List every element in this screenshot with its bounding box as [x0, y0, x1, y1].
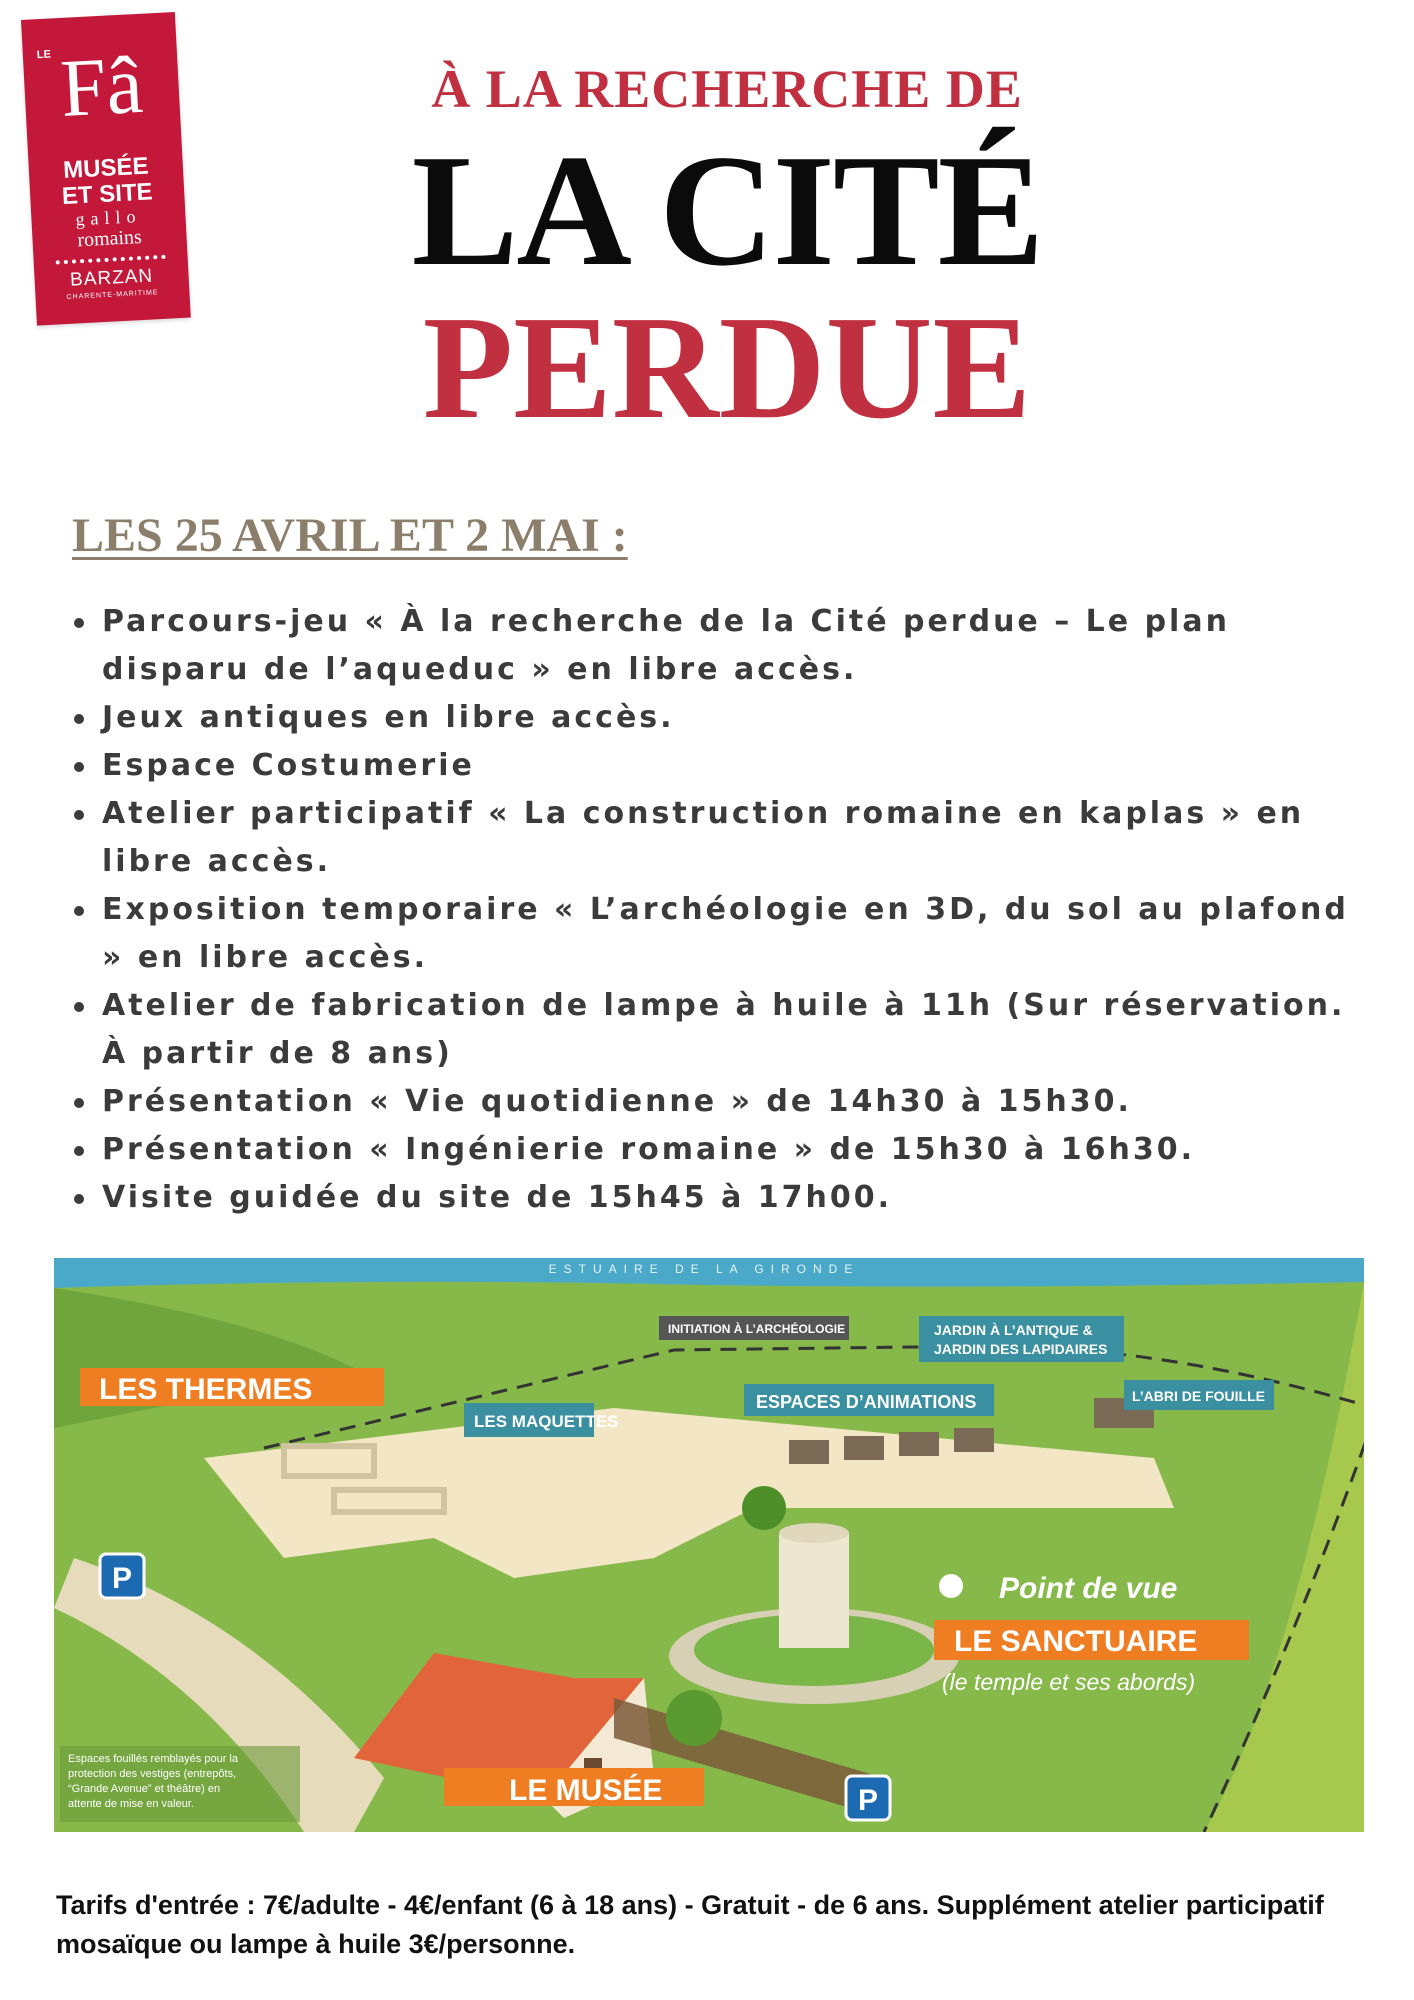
label-abri: [1124, 1380, 1274, 1410]
logo-region: CHARENTE-MARITIME: [66, 289, 159, 301]
logo-romains: romains: [76, 225, 143, 252]
program-item: Présentation « Ingénierie romaine » de 15h30 à 16h30.: [102, 1126, 1352, 1174]
sanctuary-tower-top: [779, 1523, 849, 1543]
label-jardin-line2: JARDIN DES LAPIDAIRES: [934, 1341, 1108, 1357]
title-line-2: LA CITÉ: [411, 121, 1043, 299]
logo-gallo: gallo: [74, 205, 142, 230]
label-jardin: [919, 1316, 1124, 1362]
site-map: [54, 1258, 1364, 1832]
logo-fa: Fâ: [58, 38, 145, 134]
program-item: Visite guidée du site de 15h45 à 17h00.: [102, 1174, 1352, 1222]
program-item: Atelier participatif « La construction romaine en kaplas » en libre accès.: [102, 790, 1352, 886]
map-tree: [666, 1690, 722, 1746]
title-line-3: PERDUE: [422, 286, 1032, 450]
program-list: [102, 598, 1352, 1222]
sanctuary-tower: [779, 1533, 849, 1648]
label-sanctuaire-text: LE SANCTUAIRE: [954, 1625, 1198, 1658]
program-item: Espace Costumerie: [102, 742, 1352, 790]
program-item: Exposition temporaire « L’archéologie en 3D, du sol au plafond » en libre accès.: [102, 886, 1352, 982]
map-note-line: attente de mise en valeur.: [68, 1798, 194, 1810]
program-item: Atelier de fabrication de lampe à huile à 11h (Sur réservation. À partir de 8 ans): [102, 982, 1352, 1078]
parking-sign: [100, 1554, 144, 1598]
label-initiation-text: INITIATION À L’ARCHÉOLOGIE: [668, 1322, 846, 1336]
label-initiation: [659, 1316, 849, 1340]
parking-sign-text: P: [857, 1784, 879, 1817]
program-item: Parcours-jeu « À la recherche de la Cité perdue – Le plan disparu de l’aqueduc » en libre accès.: [102, 598, 1352, 694]
logo-barzan: BARZAN: [69, 265, 154, 291]
parking-sign-text: P: [111, 1562, 133, 1595]
program-item: Jeux antiques en libre accès.: [102, 694, 1352, 742]
label-point-de-vue: Point de vue: [999, 1572, 1178, 1605]
program-item: Présentation « Vie quotidienne » de 14h30 à 15h30.: [102, 1078, 1352, 1126]
logo-le: LE: [36, 48, 52, 62]
event-dates: LES 25 AVRIL ET 2 MAI :: [72, 509, 628, 562]
map-note-line: protection des vestiges (entrepôts,: [68, 1768, 237, 1780]
label-espaces: [744, 1384, 994, 1416]
label-jardin-line1: JARDIN À L’ANTIQUE &: [934, 1322, 1093, 1338]
tarifs: Tarifs d'entrée : 7€/adulte - 4€/enfant (6 à 18 ans) - Gratuit - de 6 ans. Supplément atelier participatif mosaïque ou lampe à huile 3€/personne.: [56, 1890, 1324, 1959]
map-tree: [742, 1486, 786, 1530]
parking-sign: [846, 1776, 890, 1820]
viewpoint-marker: [939, 1574, 963, 1598]
label-abri-text: L’ABRI DE FOUILLE: [1132, 1388, 1265, 1404]
map-estuary-label: ESTUAIRE DE LA GIRONDE: [548, 1262, 860, 1276]
label-espaces-text: ESPACES D’ANIMATIONS: [756, 1392, 977, 1412]
map-note-line: Espaces fouillés remblayés pour la: [68, 1753, 238, 1765]
map-note: [60, 1746, 300, 1822]
label-sanctuaire: [934, 1620, 1249, 1660]
label-maquettes-text: LES MAQUETTES: [474, 1412, 619, 1431]
label-musee: [444, 1768, 704, 1807]
label-temple: (le temple et ses abords): [942, 1669, 1196, 1695]
map-note-line: “Grande Avenue” et théâtre) en: [68, 1783, 221, 1795]
label-musee-text: LE MUSÉE: [509, 1774, 663, 1807]
label-thermes: [80, 1368, 384, 1406]
logo-musee-line: MUSÉE: [62, 152, 150, 184]
logo-et-site-line: ET SITE: [61, 178, 154, 211]
title-line-1: À LA RECHERCHE DE: [431, 59, 1023, 119]
label-thermes-text: LES THERMES: [99, 1373, 313, 1406]
